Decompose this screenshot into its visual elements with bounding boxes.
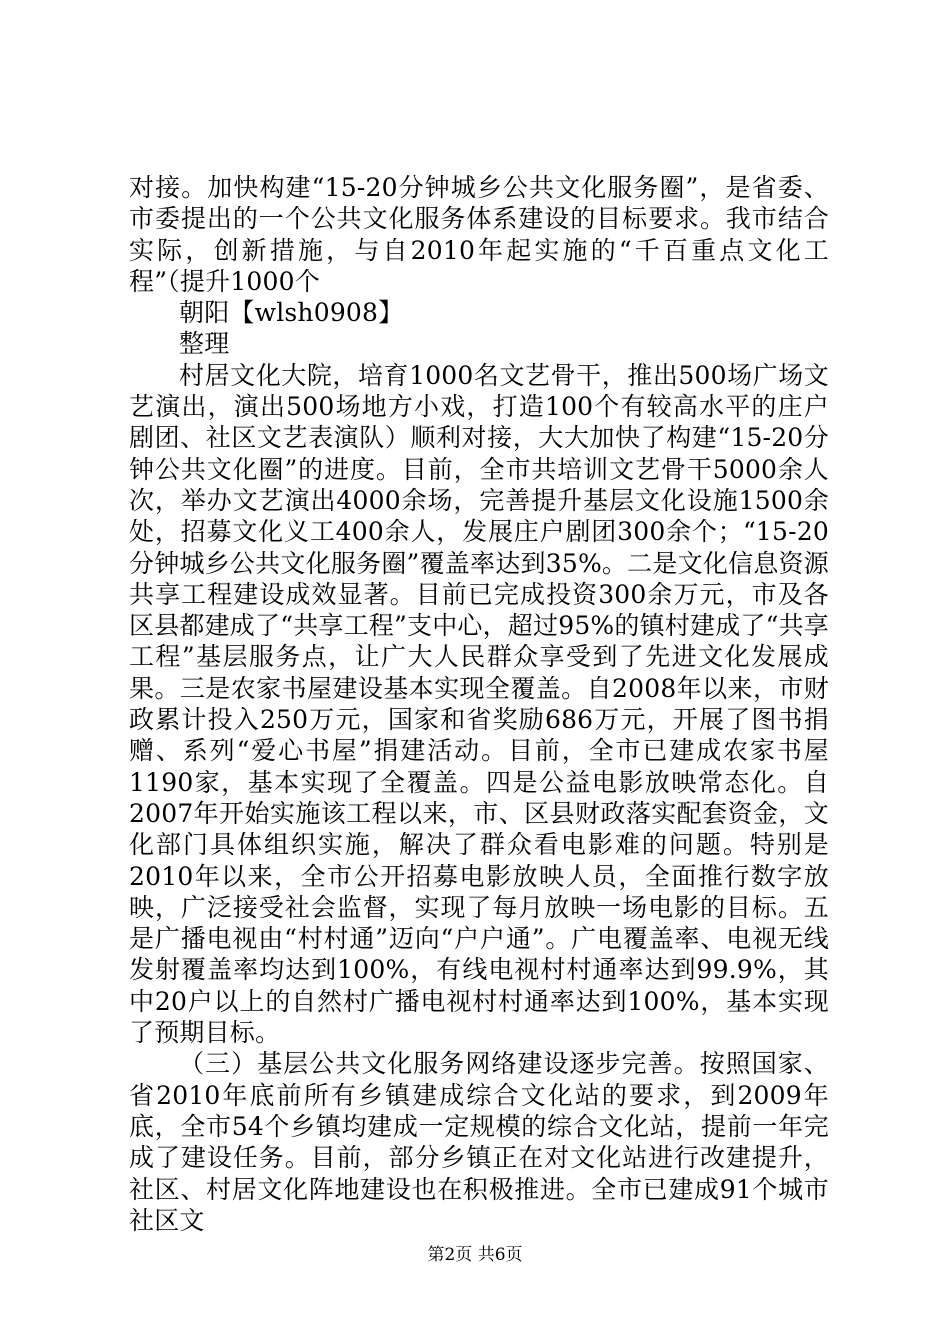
paragraph-2: 朝阳【wlsh0908】 <box>179 298 404 328</box>
paragraph-3: 整理 <box>179 329 230 359</box>
paragraph-5: （三）基层公共文化服务网络建设逐步完善。按照国家、省2010年底前所有乡镇建成综合文化站的要求，到2009年底，全市54个乡镇均建成一定规模的综合文化站，提前一年完成了建设任务。目前，部分乡镇正在对文化站进行改建提升，社区、村居文化阵地建设也在积极推进。全市已建成91个城市社区文 <box>129 1049 829 1235</box>
paragraph-1: 对接。加快构建“15-20分钟城乡公共文化服务圈”，是省委、市委提出的一个公共文化服务体系建设的目标要求。我市结合实际，创新措施，与自2010年起实施的“千百重点文化工程”（提升1000个 <box>129 173 829 296</box>
paragraph-4: 村居文化大院，培育1000名文艺骨干，推出500场广场文艺演出，演出500场地方小戏，打造100个有较高水平的庄户剧团、社区文艺表演队）顺利对接，大大加快了构建“15-20分钟公共文化圈”的进度。目前，全市共培训文艺骨干5000余人次，举办文艺演出4000余场，完善提升基层文化设施1500余处，招募文化义工400余人，发展庄户剧团300余个；“15-20分钟城乡公共文化服务圈”覆盖率达到35%。二是文化信息资源共享工程建设成效显著。目前已完成投资300余万元，市及各区县都建成了“共享工程”支中心，超过95%的镇村建成了“共享工程”基层服务点，让广大人民群众享受到了先进文化发展成果。三是农家书屋建设基本实现全覆盖。自2008年以来，市财政累计投入250万元，国家和省奖励686万元，开展了图书捐赠、系列“爱心书屋”捐建活动。目前，全市已建成农家书屋1190家，基本实现了全覆盖。四是公益电影放映常态化。自2007年开始实施该工程以来，市、区县财政落实配套资金，文化部门具体组织实施，解决了群众看电影难的问题。特别是2010年以来，全市公开招募电影放映人员，全面推行数字放映，广泛接受社会监督，实现了每月放映一场电影的目标。五是广播电视由“村村通”迈向“户户通”。广电覆盖率、电视无线发射覆盖率均达到100%，有线电视村村通率达到99.9%，其中20户以上的自然村广播电视村村通率达到100%，基本实现了预期目标。 <box>129 360 829 1048</box>
page-number-footer: 第2页 共6页 <box>427 1245 523 1265</box>
document-body <box>129 172 829 1236</box>
